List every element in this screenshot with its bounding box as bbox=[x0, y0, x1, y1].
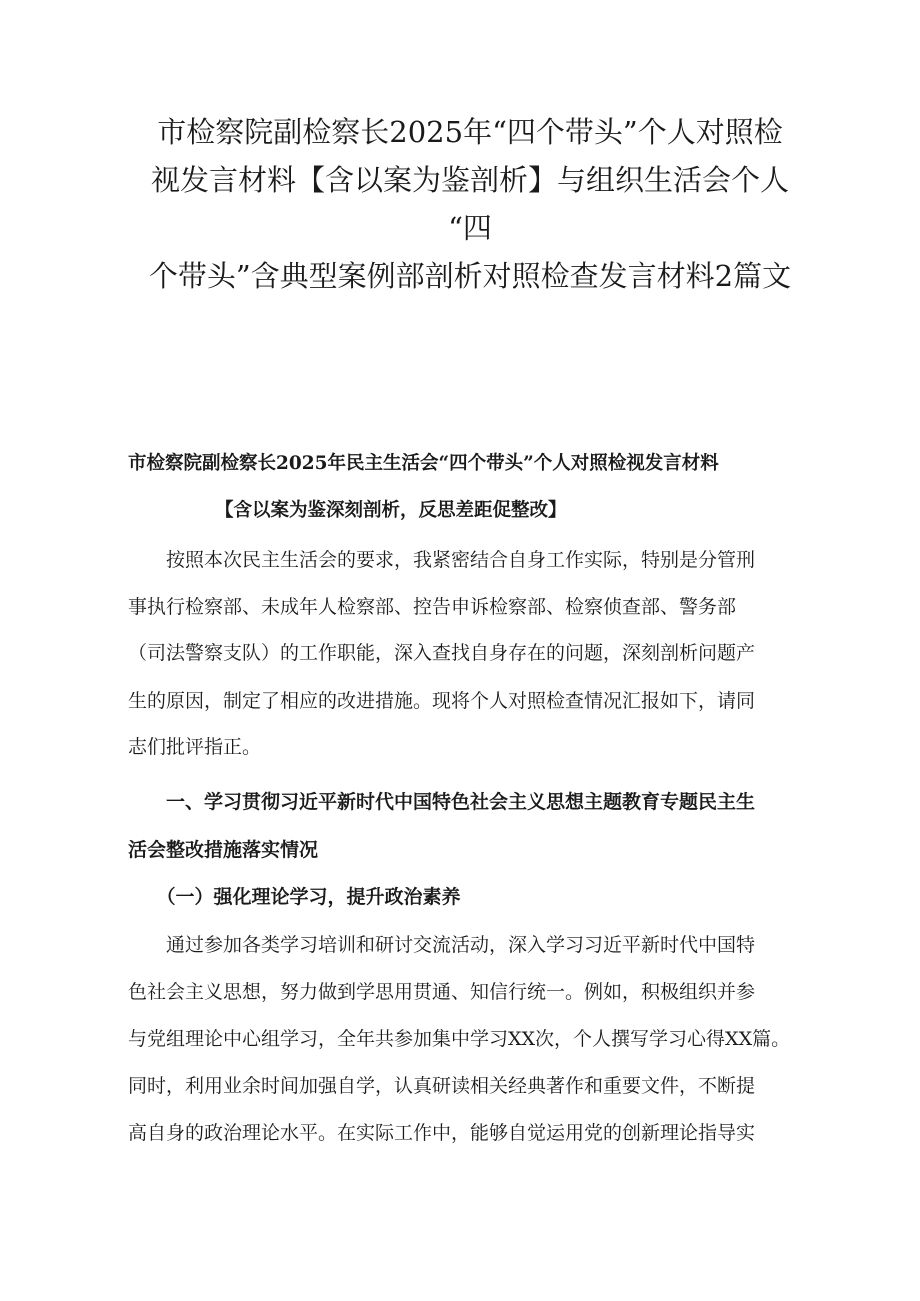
document-title-line: “四 bbox=[448, 211, 492, 245]
intro-paragraph-line: 按照本次民主生活会的要求，我紧密结合自身工作实际，特别是分管刑 bbox=[128, 549, 756, 571]
section-heading-line: 一、学习贯彻习近平新时代中国特色社会主义思想主题教育专题民主生 bbox=[128, 791, 756, 813]
intro-paragraph-line: 事执行检察部、未成年人检察部、控告申诉检察部、检察侦查部、警务部 bbox=[128, 596, 737, 618]
document-title-line: 个带头”含典型案例部剖析对照检查发言材料2篇文 bbox=[148, 259, 792, 293]
body-paragraph-line: 通过参加各类学习培训和研讨交流活动，深入学习习近平新时代中国特 bbox=[128, 934, 756, 956]
body-paragraph-line: 色社会主义思想，努力做到学思用贯通、知信行统一。例如，积极组织并参 bbox=[128, 981, 756, 1003]
article-title: 市检察院副检察长2025年民主生活会“四个带头”个人对照检视发言材料 bbox=[128, 453, 719, 474]
document-title-line: 市检察院副检察长2025年“四个带头”个人对照检 bbox=[157, 115, 783, 149]
document-title-line: 视发言材料【含以案为鉴剖析】与组织生活会个人 bbox=[150, 163, 789, 197]
intro-paragraph-line: （司法警察支队）的工作职能，深入查找自身存在的问题，深刻剖析问题产 bbox=[128, 642, 756, 664]
body-paragraph-line: 高自身的政治理论水平。在实际工作中，能够自觉运用党的创新理论指导实 bbox=[128, 1122, 756, 1144]
subsection-heading: （一）强化理论学习，提升政治素养 bbox=[128, 886, 461, 908]
section-heading-line: 活会整改措施落实情况 bbox=[128, 839, 319, 861]
body-paragraph-line: 与党组理论中心组学习，全年共参加集中学习XX次，个人撰写学习心得XX篇。 bbox=[128, 1028, 791, 1050]
intro-paragraph-line: 生的原因，制定了相应的改进措施。现将个人对照检查情况汇报如下，请同 bbox=[128, 690, 756, 712]
document-title bbox=[120, 108, 820, 300]
body-paragraph-line: 同时，利用业余时间加强自学，认真研读相关经典著作和重要文件，不断提 bbox=[128, 1075, 756, 1097]
article-subtitle: 【含以案为鉴深刻剖析，反思差距促整改】 bbox=[215, 500, 567, 521]
intro-paragraph-line: 志们批评指正。 bbox=[128, 736, 262, 758]
